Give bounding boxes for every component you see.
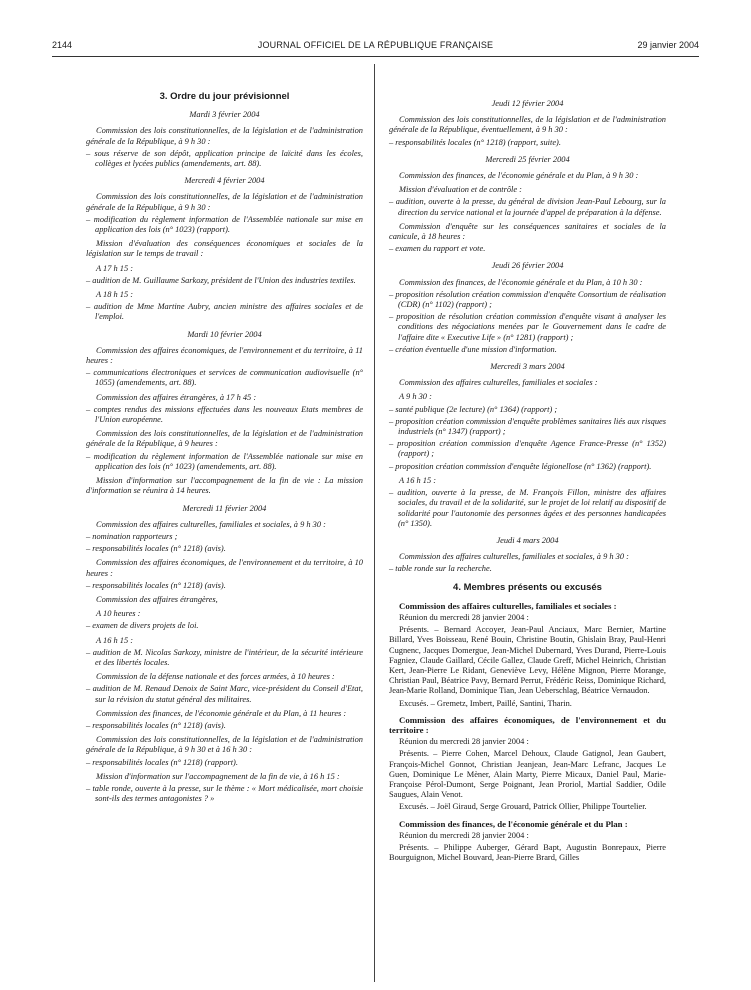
agenda-item: – audition de M. Nicolas Sarkozy, ministre de l'intérieur, de la sécurité intérieure et des libertés locales.: [86, 647, 363, 667]
agenda-item: – modification du règlement information de l'Assemblée nationale sur mise en application des lois (n° 1023) (rapport).: [86, 214, 363, 235]
date-heading: Mercredi 4 février 2004: [184, 176, 265, 186]
agenda-item: – examen de divers projets de loi.: [86, 621, 199, 631]
attendance-text: Excusés. – Joël Giraud, Serge Grouard, Patrick Ollier, Philippe Tourtelier.: [399, 802, 647, 812]
commission-paragraph: Commission des affaires économiques, de l'environnement et du territoire, à 10 heures :: [86, 558, 363, 578]
commission-paragraph: Mission d'évaluation des conséquences économiques et sociales de la législation sur le temps de travail :: [86, 239, 363, 259]
commission-paragraph: Commission des affaires économiques, de l'environnement et du territoire, à 11 heures :: [86, 345, 363, 366]
commission-paragraph: Commission de la défense nationale et des forces armées, à 10 heures :: [96, 672, 335, 682]
commission-paragraph: Commission des affaires culturelles, familiales et sociales :: [399, 378, 598, 388]
date-heading: Mardi 10 février 2004: [187, 329, 262, 339]
date-heading: Mercredi 3 mars 2004: [490, 362, 565, 372]
commission-paragraph: A 18 h 15 :: [96, 290, 134, 300]
agenda-item: – modification du règlement information de l'Assemblée nationale sur mise en application des lois (n° 1023) (amendements, art. 88).: [86, 451, 363, 471]
commission-paragraph: Commission des lois constitutionnelles, de la législation et de l'administration générale de la République, à 9 h 30 et à 16 h 30 :: [86, 735, 363, 755]
commission-paragraph: Mission d'information sur l'accompagnement de la fin de vie : La mission d'information se réunira à 14 heures.: [86, 476, 363, 496]
agenda-item: – examen du rapport et vote.: [389, 244, 486, 254]
date-heading: Mercredi 11 février 2004: [182, 503, 267, 513]
section-heading: 3. Ordre du jour prévisionnel: [159, 91, 290, 102]
agenda-item: – audition de M. Renaud Denoix de Saint Marc, vice-président du Conseil d'Etat, sur la révision du statut général des militaires.: [86, 684, 363, 704]
agenda-item: – communications électroniques et services de communication audiovisuelle (n° 1055) (amendements, art. 88).: [86, 368, 363, 388]
date-heading: Jeudi 4 mars 2004: [496, 535, 559, 545]
agenda-item: – proposition création commission d'enquête Agence France-Presse (n° 1352) (rapport) ;: [389, 439, 666, 459]
commission-paragraph: A 10 heures :: [96, 609, 141, 619]
left-column: [86, 92, 363, 806]
commission-paragraph: Mission d'information sur l'accompagnement de la fin de vie, à 16 h 15 :: [96, 771, 340, 781]
agenda-item: – santé publique (2e lecture) (n° 1364) (rapport) ;: [389, 404, 558, 414]
commission-paragraph: Commission des affaires culturelles, familiales et sociales, à 9 h 30 :: [399, 552, 629, 562]
commission-paragraph: A 9 h 30 :: [399, 392, 432, 402]
attendance-text: Réunion du mercredi 28 janvier 2004 :: [399, 737, 529, 747]
agenda-item: – proposition résolution création commission d'enquête Consortium de réalisation (CDR) (n° 1102) (rapport) ;: [389, 289, 666, 310]
commission-heading: Commission des affaires économiques, de l'environnement et du territoire :: [389, 714, 666, 735]
agenda-item: – audition de Mme Martine Aubry, ancien ministre des affaires sociales et de l'emploi.: [86, 302, 363, 322]
date-heading: Jeudi 26 février 2004: [491, 261, 564, 271]
commission-paragraph: A 17 h 15 :: [96, 263, 134, 273]
commission-paragraph: Commission des finances, de l'économie générale et du Plan, à 11 heures :: [96, 708, 347, 718]
commission-paragraph: Commission des affaires étrangères, à 17 h 45 :: [96, 392, 257, 402]
right-column: [389, 92, 666, 865]
agenda-item: – sous réserve de son dépôt, application principe de laïcité dans les écoles, collèges et lycées publics (amendements, art. 88).: [86, 148, 363, 169]
journal-title: JOURNAL OFFICIEL DE LA RÉPUBLIQUE FRANÇAISE: [257, 40, 494, 50]
header-rule: [52, 56, 699, 57]
attendance-text: Réunion du mercredi 28 janvier 2004 :: [399, 830, 529, 840]
agenda-item: – comptes rendus des missions effectuées dans les nouveaux Etats membres de l'Union européenne.: [86, 404, 363, 425]
commission-paragraph: Commission des finances, de l'économie générale et du Plan, à 10 h 30 :: [399, 277, 643, 287]
agenda-item: – responsabilités locales (n° 1218) (rapport).: [86, 757, 238, 767]
commission-paragraph: Mission d'évaluation et de contrôle :: [399, 185, 522, 195]
section-heading: 4. Membres présents ou excusés: [453, 581, 602, 593]
commission-paragraph: Commission des finances, de l'économie générale et du Plan, à 9 h 30 :: [399, 171, 639, 181]
attendance-text: Réunion du mercredi 28 janvier 2004 :: [399, 612, 529, 622]
agenda-item: – nomination rapporteurs ;: [86, 531, 178, 541]
commission-paragraph: Commission des affaires étrangères,: [96, 594, 218, 604]
attendance-text: Présents. – Pierre Cohen, Marcel Dehoux, Claude Gatignol, Jean Gaubert, François-Michel Gonnot, Christian Jeanjean, Jean-Marc Lefranc, Jacques Le Guen, Dominique Le Mèner, Alain Marty, Pierre Micaux, Daniel Paul, Marie-Françoise Pérol-Dumont, Serge Poignant, Jean Proriol, Martial Saddier, Odile Saugues, Alain Venot.: [389, 749, 666, 800]
agenda-item: – table ronde sur la recherche.: [389, 564, 492, 574]
agenda-item: – table ronde, ouverte à la presse, sur le thème : « Mort médicalisée, mort choisie sont-ils des termes antagonistes ? »: [86, 783, 363, 804]
agenda-item: – responsabilités locales (n° 1218) (avis).: [86, 580, 226, 590]
date-heading: Mercredi 25 février 2004: [485, 154, 570, 164]
commission-paragraph: A 16 h 15 :: [96, 635, 134, 645]
date-heading: Jeudi 12 février 2004: [491, 99, 564, 108]
commission-paragraph: Commission des lois constitutionnelles, de la législation et de l'administration générale de la République, à 9 heures :: [86, 429, 363, 449]
page-number: 2144: [52, 40, 73, 50]
commission-paragraph: Commission des lois constitutionnelles, de la législation et de l'administration générale de la République, éventuellement, à 9 h 30 :: [389, 115, 666, 135]
attendance-text: Excusés. – Gremetz, Imbert, Paillé, Santini, Tharin.: [399, 698, 572, 708]
page-header: [52, 40, 699, 56]
agenda-item: – création éventuelle d'une mission d'information.: [389, 344, 557, 354]
agenda-item: – audition, ouverte à la presse, de M. François Fillon, ministre des affaires sociales, du travail et de la solidarité, sur le projet de loi relatif au dispositif de solidarité pour l'autonomie des personnes âgées et des personnes handicapées (n° 1350).: [389, 488, 666, 528]
agenda-item: – proposition création commission d'enquête légionellose (n° 1362) (rapport).: [389, 461, 652, 471]
commission-paragraph: A 16 h 15 :: [399, 475, 437, 485]
issue-date: 29 janvier 2004: [637, 40, 699, 50]
agenda-item: – responsabilités locales (n° 1218) (rapport, suite).: [389, 137, 561, 147]
commission-paragraph: Commission des lois constitutionnelles, de la législation et de l'administration générale de la République, à 9 h 30 :: [86, 192, 363, 212]
agenda-item: – proposition de résolution création commission d'enquête visant à analyser les conditions des négociations menées par le Gouvernement dans le cadre de l'affaire dite « Executive Life » (n° 1281) (rapport) ;: [389, 312, 666, 342]
date-heading: Mardi 3 février 2004: [189, 110, 260, 120]
commission-heading: Commission des finances, de l'économie générale et du Plan :: [399, 818, 628, 829]
agenda-item: – proposition création commission d'enquête problèmes sanitaires liés aux risques industriels (n° 1347) (rapport) ;: [389, 416, 666, 437]
commission-paragraph: Commission des affaires culturelles, familiales et sociales, à 9 h 30 :: [96, 519, 326, 529]
attendance-text: Présents. – Philippe Auberger, Gérard Bapt, Augustin Bonrepaux, Pierre Bourguignon, Michel Bouvard, Jean-Pierre Brard, Gilles: [389, 842, 666, 863]
agenda-item: – responsabilités locales (n° 1218) (avis).: [86, 720, 226, 730]
commission-paragraph: Commission des lois constitutionnelles, de la législation et de l'administration générale de la République, à 9 h 30 :: [86, 126, 363, 146]
agenda-item: – audition de M. Guillaume Sarkozy, président de l'Union des industries textiles.: [86, 275, 356, 285]
commission-heading: Commission des affaires culturelles, familiales et sociales :: [399, 600, 617, 611]
agenda-item: – responsabilités locales (n° 1218) (avis).: [86, 544, 226, 554]
commission-paragraph: Commission d'enquête sur les conséquences sanitaires et sociales de la canicule, à 18 heures :: [389, 221, 666, 242]
column-divider: [374, 64, 375, 982]
agenda-item: – audition, ouverte à la presse, du général de division Jean-Paul Lebourg, sur la direction du service national et la journée d'appel de préparation à la défense.: [389, 197, 666, 217]
attendance-text: Présents. – Bernard Accoyer, Jean-Paul Anciaux, Marc Bernier, Martine Billard, Yves Boisseau, René Bouin, Christine Boutin, Ghislain Bray, Paul-Henri Cugnenc, Jacques Domergue, Jean-Michel Dubernard, Yves Durand, Pierre-Louis Fagniez, Claude Gaillard, Cécile Gallez, Claude Greff, Michel Heinrich, Christian Kert, Jean-Pierre Le Ridant, Geneviève Levy, Hélène Mignon, Pierre Morange, Christian Paul, Béatrice Pavy, Bernard Perrut, Frédéric Reiss, Dominique Richard, Jean-Marie Rolland, Dominique Tian, Jean Ueberschlag, Béatrice Vernaudon.: [389, 625, 666, 696]
